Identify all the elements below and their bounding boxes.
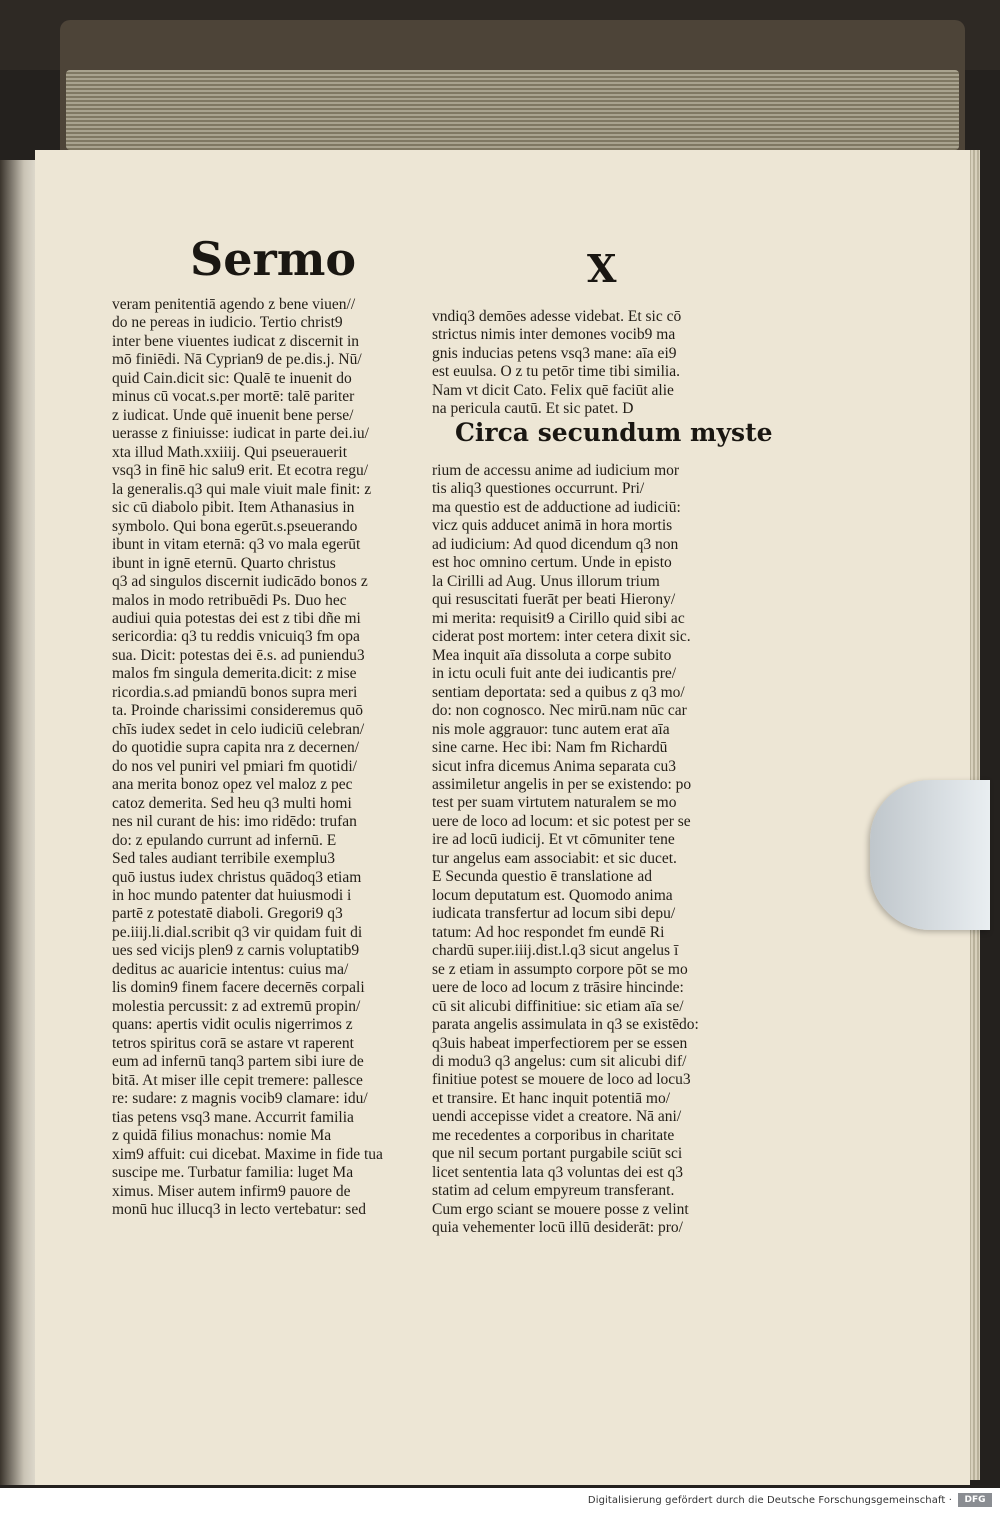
text-line: bitā. At miser ille cepit tremere: pallesce	[112, 1071, 363, 1089]
text-line: ana merita bonoz opez vel maloz z pec	[112, 776, 353, 794]
text-line: malos fm singula demerita.dicit: z mise	[112, 665, 357, 683]
text-line: veram penitentiā agendo z bene viuen//	[112, 296, 356, 313]
text-line: vicz quis adducet animā in hora mortis	[432, 517, 673, 535]
text-line: sericordia: q3 tu reddis vnicuiq3 fm opa	[112, 628, 360, 646]
text-column-right-bottom	[432, 462, 754, 1238]
text-line: z iudicat. Unde quē inuenit bene perse/	[112, 406, 354, 424]
text-line: locum deputatum est. Quomodo anima	[432, 886, 673, 904]
text-line: nes nil curant de his: imo ridēdo: trufan	[112, 813, 357, 831]
text-line: uere de loco ad locum z trāsire hincinde:	[432, 979, 684, 997]
text-line: assimiletur angelis in per se existendo: po	[432, 775, 692, 793]
text-line: in hoc mundo patenter dat huiusmodi i	[112, 887, 352, 904]
text-line: di modu3 q3 angelus: cum sit alicubi dif/	[432, 1053, 687, 1070]
text-line: sua. Dicit: potestas dei ē.s. ad puniendu3	[112, 646, 365, 664]
text-line: malos in modo retribuēdi Ps. Duo hec	[112, 591, 347, 609]
text-line: rium de accessu anime ad iudicium mor	[432, 462, 680, 479]
text-line: nis mole aggrauor: tunc autem erat aīa	[432, 720, 670, 738]
text-line: ues sed vicijs plen9 z carnis voluptatib9	[112, 942, 360, 960]
book-top-edge	[60, 20, 965, 160]
text-line: do: non cognosco. Nec mirū.nam nūc car	[432, 702, 687, 720]
text-line: E Secunda questio ē translatione ad	[432, 868, 652, 886]
text-line: Sed tales audiant terribile exemplu3	[112, 850, 335, 868]
text-line: vsq3 in finē hic salu9 erit. Et ecotra regu/	[112, 462, 369, 480]
text-line: ibunt in vitam eternā: q3 vo mala egerūt	[112, 536, 361, 554]
text-line: uere de loco ad locum: et sic potest per se	[432, 812, 691, 830]
text-line: parata angelis assimulata in q3 se existēdo:	[432, 1016, 699, 1034]
text-line: tetros spiritus corā se astare vt raperent	[112, 1034, 354, 1052]
text-line: re: sudare: z magnis vocib9 clamare: idu/	[112, 1090, 368, 1108]
text-line: licet sententia lata q3 voluntas dei est q3	[432, 1163, 683, 1181]
footer-bar	[0, 1488, 1000, 1515]
text-line: q3uis habeat imperfectiorem per se essen	[432, 1034, 688, 1052]
text-line: lis domin9 finem facere decernēs corpali	[112, 979, 365, 997]
text-line: vndiq3 demōes adesse videbat. Et sic cō	[432, 308, 682, 325]
text-line: quia vehementer locū illū desiderāt: pro/	[432, 1219, 683, 1237]
text-line: na pericula cautū. Et sic patet. D	[432, 400, 634, 418]
text-line: ma questio est de adductione ad iudiciū:	[432, 498, 681, 516]
text-line: sentiam deportata: sed a quibus z q3 mo/	[432, 683, 685, 701]
text-line: test per suam virtutem naturalem se mo	[432, 794, 677, 812]
text-line: catoz demerita. Sed heu q3 multi homi	[112, 794, 352, 812]
text-line: tias petens vsq3 mane. Accurrit familia	[112, 1108, 354, 1126]
text-line: chīs iudex sedet in celo iudiciū celebran/	[112, 720, 365, 738]
text-line: tis aliq3 questiones occurrunt. Pri/	[432, 480, 645, 498]
text-line: audiui quia potestas dei est z tibi dñe mi	[112, 609, 361, 627]
page-stack-top	[66, 70, 959, 150]
text-line: finitiue potest se mouere de loco ad locu3	[432, 1071, 691, 1089]
page-clip	[870, 780, 990, 930]
text-line: tatum: Ad hoc respondet fm eundē Ri	[432, 923, 665, 941]
text-line: uendi accepisse videt a creatore. Nā ani/	[432, 1108, 682, 1126]
text-line: statim ad celum empyreum transferant.	[432, 1182, 675, 1200]
text-line: me recedentes a corporibus in charitate	[432, 1126, 675, 1144]
text-line: molestia percussit: z ad extremū propin/	[112, 997, 361, 1015]
text-line: xta illud Math.xxiiij. Qui pseuerauerit	[112, 443, 348, 461]
text-line: Cum ergo sciant se mouere posse z velint	[432, 1200, 689, 1218]
text-line: do: z epulando currunt ad infernū. E	[112, 831, 337, 849]
text-line: pe.iiij.li.dial.scribit q3 vir quidam fuit di	[112, 923, 363, 941]
funding-note: Digitalisierung gefördert durch die Deutsche Forschungsgemeinschaft ·	[587, 1495, 952, 1506]
running-head-right: X	[587, 246, 617, 291]
text-line: est euulsa. O z tu petōr time tibi similia.	[432, 363, 680, 381]
text-column-left	[112, 296, 412, 1219]
text-line: ta. Proinde charissimi consideremus quō	[112, 702, 363, 720]
text-line: suscipe me. Turbatur familia: luget Ma	[112, 1164, 354, 1182]
text-line: chardū super.iiij.dist.l.q3 sicut angelus ī	[432, 942, 679, 960]
text-line: symbolo. Qui bona egerūt.s.pseuerando	[112, 517, 358, 535]
text-line: mō finiēdi. Nā Cyprian9 de pe.dis.j. Nū/	[112, 351, 362, 369]
text-line: ximus. Miser autem infirm9 pauore de	[112, 1182, 351, 1200]
text-line: est hoc omnino certum. Unde in episto	[432, 554, 672, 572]
text-line: eum ad infernū tanq3 partem sibi iure de	[112, 1053, 364, 1071]
text-line: do ne pereas in iudicio. Tertio christ9	[112, 314, 343, 332]
text-line: mi merita: requisit9 a Cirillo quid sibi ac	[432, 609, 685, 627]
text-line: ciderat post mortem: inter cetera dixit sic.	[432, 628, 691, 646]
text-line: monū huc illucq3 in lecto vertebatur: sed	[112, 1200, 366, 1218]
text-line: gnis inducias petens vsq3 mane: aīa ei9	[432, 344, 677, 362]
text-line: sine carne. Hec ibi: Nam fm Richardū	[432, 739, 668, 757]
text-line: xim9 affuit: cui dicebat. Maxime in fide tua	[112, 1145, 383, 1163]
text-line: partē z potestatē diaboli. Gregori9 q3	[112, 905, 343, 923]
text-line: in ictu oculi fuit ante dei iudicantis pre/	[432, 665, 677, 683]
dfg-logo: DFG	[958, 1493, 992, 1507]
text-line: do quotidie supra capita nra z decernen/	[112, 739, 360, 757]
text-line: sic cū diabolo pibit. Item Athanasius in	[112, 499, 355, 517]
facing-page-edge	[0, 160, 40, 1485]
text-line: sicut infra dicemus Anima separata cu3	[432, 757, 677, 775]
text-line: tur angelus eam associabit: et sic ducet.	[432, 849, 677, 867]
text-line: strictus nimis inter demones vocib9 ma	[432, 326, 676, 344]
text-line: ibunt in ignē eternū. Quarto christus	[112, 554, 336, 572]
text-line: la generalis.q3 qui male viuit male finit: z	[112, 480, 372, 498]
text-line: et transire. Et hanc inquit potentiā mo/	[432, 1089, 671, 1107]
text-line: quans: apertis vidit oculis nigerrimos z	[112, 1016, 353, 1034]
text-line: qui resuscitati fuerāt per beati Hierony/	[432, 591, 676, 609]
text-line: cū sit alicubi diffinitiue: sic etiam aīa se/	[432, 997, 684, 1015]
running-head-left: Sermo	[190, 232, 357, 286]
text-line: deditus ac auaricie intentus: cuius ma/	[112, 960, 349, 978]
text-line: se z etiam in assumpto corpore pōt se mo	[432, 960, 688, 978]
text-line: la Cirilli ad Aug. Unus illorum trium	[432, 572, 660, 590]
text-line: quō iustus iudex christus quādoq3 etiam	[112, 868, 362, 886]
text-line: z quidā filius monachus: nomie Ma	[112, 1127, 332, 1145]
text-line: quid Cain.dicit sic: Qualē te inuenit do	[112, 369, 352, 387]
text-line: inter bene viuentes iudicat z discernit in	[112, 332, 360, 350]
text-line: q3 ad singulos discernit iudicādo bonos z	[112, 573, 368, 591]
text-line: que nil secum portant purgabile sciūt sci	[432, 1145, 683, 1163]
text-line: ricordia.s.ad pmiandū bonos supra meri	[112, 683, 358, 701]
text-line: ire ad locū iudicij. Et vt cōmuniter tene	[432, 831, 675, 849]
section-heading: Circa secundum myste	[455, 418, 773, 447]
text-line: minus cū vocat.s.per mortē: talē pariter	[112, 388, 355, 406]
text-line: Mea inquit aīa dissoluta a corpe subito	[432, 646, 672, 664]
text-line: do nos vel puniri vel pmiari fm quotidi/	[112, 757, 357, 775]
text-line: ad iudicium: Ad quod dicendum q3 non	[432, 535, 679, 553]
text-line: iudicata transfertur ad locum sibi depu/	[432, 905, 676, 923]
text-line: uerasse z finiuisse: iudicat in parte dei.iu/	[112, 425, 369, 443]
text-line: Nam vt dicit Cato. Felix quē faciūt alie	[432, 381, 674, 399]
text-column-right-top	[432, 308, 754, 419]
